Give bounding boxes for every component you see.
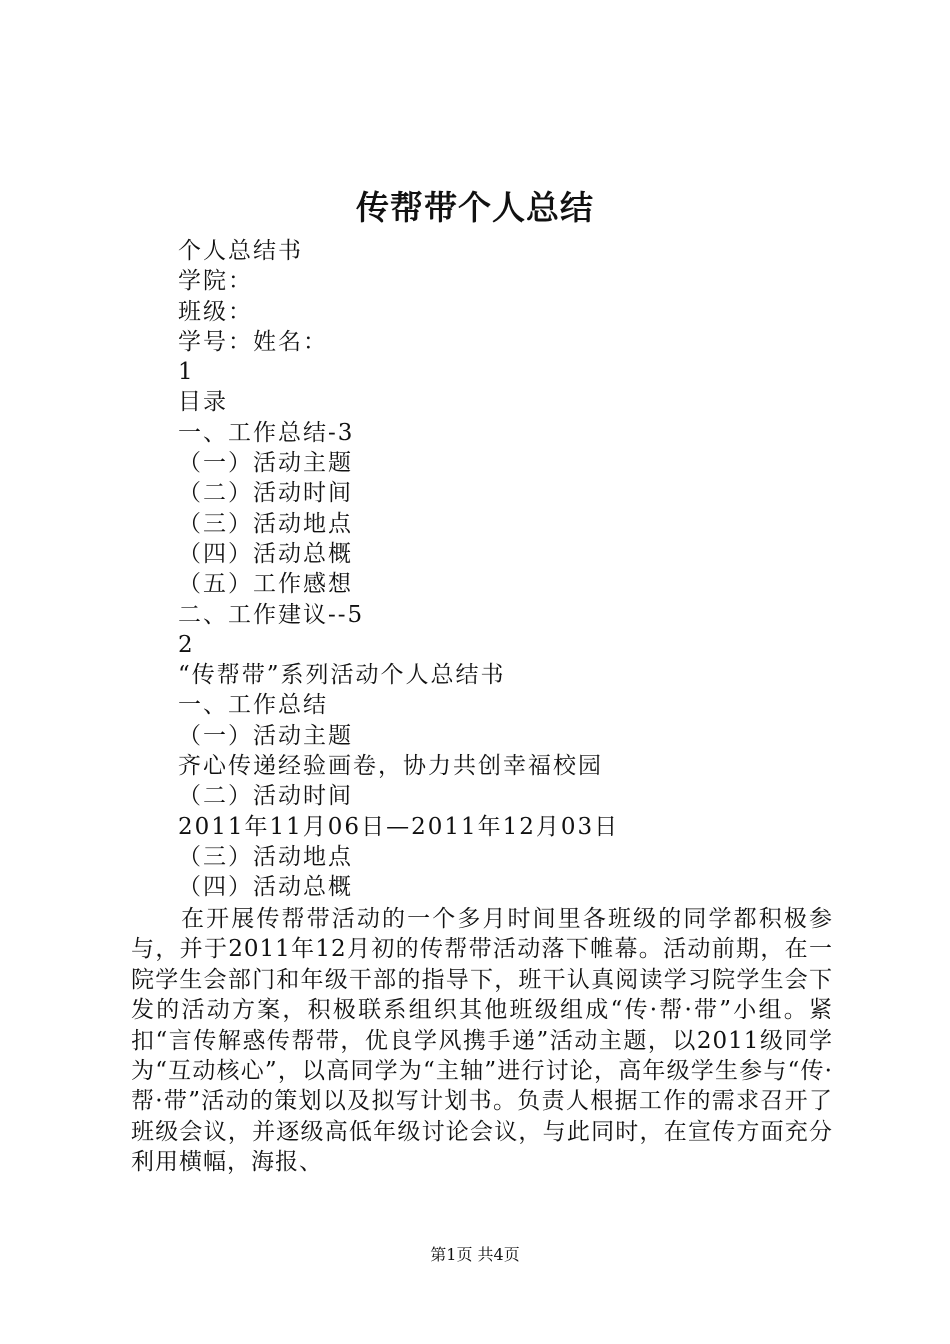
text-line: 2011年11月06日—2011年12月03日 xyxy=(178,813,620,840)
text-line: （四）活动总概 xyxy=(178,540,353,567)
text-line: 2 xyxy=(178,631,195,658)
text-line: 二、工作建议--5 xyxy=(178,601,365,628)
text-line: 齐心传递经验画卷，协力共创幸福校园 xyxy=(178,753,603,780)
text-line: （五）工作感想 xyxy=(178,571,353,598)
text-line: 一、工作总结-3 xyxy=(178,419,355,446)
text-line: 一、工作总结 xyxy=(178,692,328,719)
text-line: “传帮带”系列活动个人总结书 xyxy=(178,662,506,689)
text-line: （三）活动地点 xyxy=(178,510,353,537)
text-line: （四）活动总概 xyxy=(178,874,353,901)
text-line: 学号：姓名： xyxy=(178,328,328,355)
text-line: （一）活动主题 xyxy=(178,450,353,477)
text-line: （二）活动时间 xyxy=(178,480,353,507)
text-line: 1 xyxy=(178,359,195,386)
text-line: （一）活动主题 xyxy=(178,722,353,749)
document-title: 传帮带个人总结 xyxy=(356,188,594,227)
text-line: 学院： xyxy=(178,268,253,295)
text-line: 个人总结书 xyxy=(178,238,303,264)
text-line: （二）活动时间 xyxy=(178,783,353,810)
body-paragraph: 在开展传帮带活动的一个多月时间里各班级的同学都积极参与，并于2011年12月初的传帮带活动落下帷幕。活动前期，在一院学生会部门和年级干部的指导下，班干认真阅读学习院学生会下发的活动方案，积极联系组织其他班级组成“传·帮·带”小组。紧扣“言传解惑传帮带，优良学风携手递”活动主题，以2011级同学为“互动核心”，以高同学为“主轴”进行讨论，高年级学生参与“传·帮·带”活动的策划以及拟写计划书。负责人根据工作的需求召开了班级会议，并逐级高低年级讨论会议，与此同时，在宣传方面充分利用横幅，海报、 xyxy=(131,906,833,1176)
document-lines xyxy=(178,236,619,903)
text-line: 目录 xyxy=(178,389,228,416)
text-line: 班级： xyxy=(178,298,253,325)
text-line: （三）活动地点 xyxy=(178,843,353,870)
page-footer: 第1页 共4页 xyxy=(430,1245,520,1264)
